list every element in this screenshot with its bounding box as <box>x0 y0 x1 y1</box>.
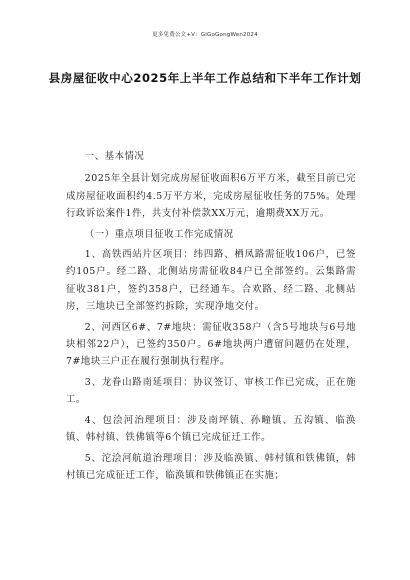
subsection-heading-key-projects: （一）重点项目征收工作完成情况 <box>84 228 234 240</box>
paragraph-item-4: 4、包浍河治理项目：涉及南坪镇、孙疃镇、五沟镇、临涣镇、韩村镇、铁佛镇等6个镇已完成征迁工作。 <box>66 414 356 444</box>
paragraph-item-3: 3、龙眷山路南延项目：协议签订、审核工作已完成，正在施工。 <box>66 376 356 406</box>
paragraph-item-5: 5、沱浍河航道治理项目：涉及临涣镇、韩村镇和铁佛镇，韩村镇已完成征迁工作，临涣镇和铁佛镇正在实施； <box>66 452 356 481</box>
paragraph-item-2: 2、河西区6#、7#地块：需征收358户（含5号地块与6号地块相邻22户），已签约350户。6#地块两户遭留问题仍在处理，7#地块三户正在履行强制执行程序。 <box>66 321 356 368</box>
paragraph-overview: 2025年全县计划完成房屋征收面积6万平方米，截至目前已完成房屋征收面积约4.5万平方米，完成房屋征收任务的75%。处理行政诉讼案件1件，共支付补偿款XX万元，逾期费XX万元。 <box>66 173 356 220</box>
header-note: 更多免费公文+V：GiGoGongWen2024 <box>152 32 258 38</box>
document-title: 县房屋征收中心2025年上半年工作总结和下半年工作计划 <box>48 71 362 85</box>
paragraph-item-1: 1、高铁西站片区项目：纬四路、栖凤路需征收106户，已签约105户。经二路、北侧站房需征收84户已全部签约。云集路需征收381户，签约358户，已经通车。合欢路、经二路、北侧站房，三地块已全部签约拆除，实现净地交付。 <box>66 249 356 313</box>
section-heading-basic-situation: 一、基本情况 <box>84 151 145 162</box>
document-body <box>66 148 356 487</box>
